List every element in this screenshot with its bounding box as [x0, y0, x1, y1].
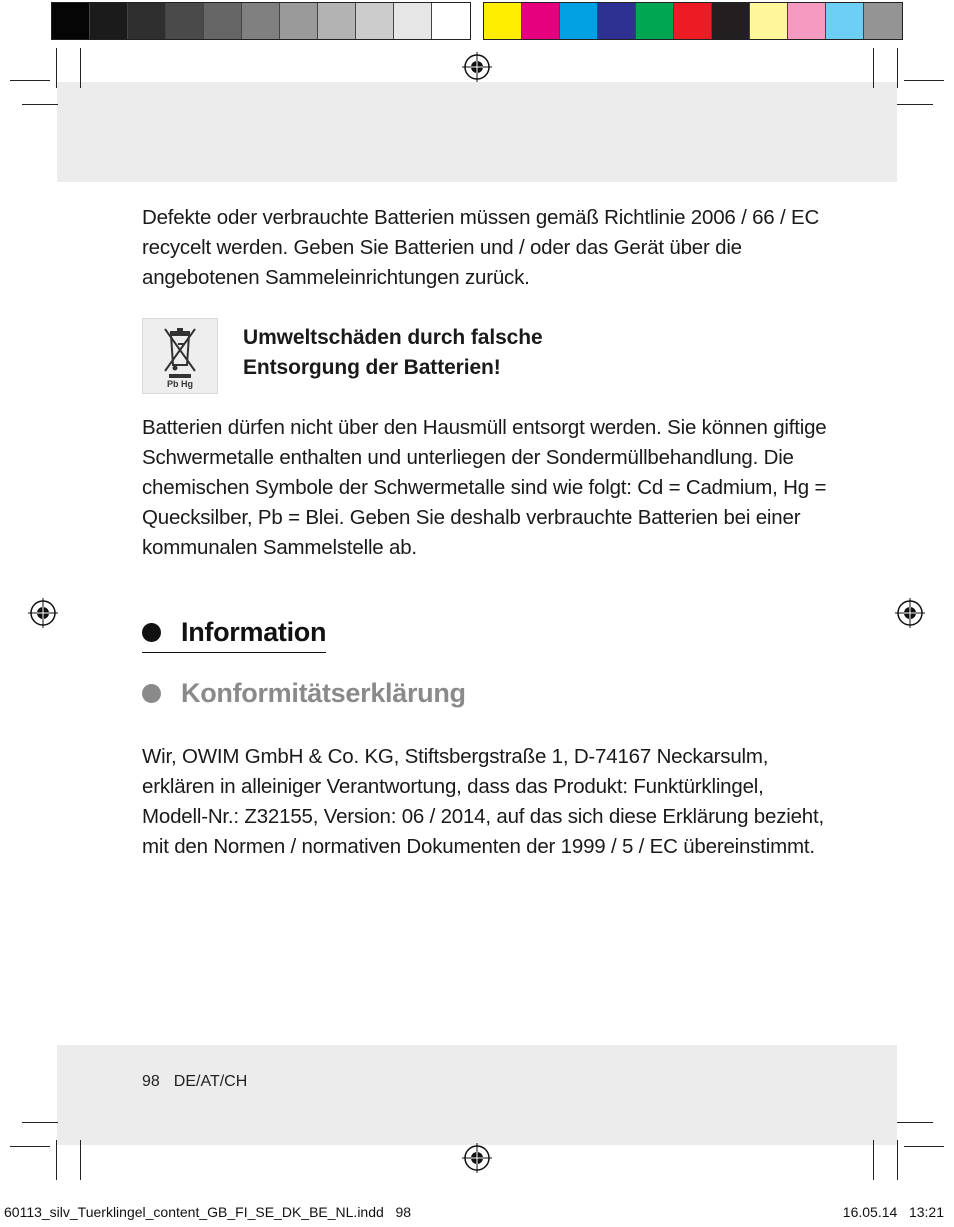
heading-text: Information	[181, 617, 327, 647]
crop-mark	[80, 48, 81, 88]
color-swatch	[788, 3, 826, 39]
crop-mark	[56, 1140, 57, 1180]
crop-mark	[897, 48, 898, 88]
registration-mark-icon	[28, 598, 58, 628]
gray-swatch	[318, 3, 356, 39]
warning-title	[243, 323, 763, 383]
heading-text: Konformitätserklärung	[181, 678, 466, 708]
color-swatch	[864, 3, 902, 39]
crop-mark	[10, 1146, 50, 1147]
color-swatch	[712, 3, 750, 39]
recycling-paragraph: Defekte oder verbrauchte Batterien müssen gemäß Richtlinie 2006 / 66 / EC recycelt werden. Geben Sie Batterien und / oder das Gerät über die angebotenen Sammeleinrichtungen zurück.	[142, 206, 820, 289]
crop-mark	[897, 104, 933, 105]
region-code: DE/AT/CH	[173, 1073, 248, 1090]
footer-band	[57, 1045, 897, 1145]
crop-mark	[10, 80, 50, 81]
bullet-icon	[142, 684, 161, 703]
warning-title-line: Umweltschäden durch falsche	[243, 326, 543, 349]
process-color-bar	[483, 2, 903, 40]
crossed-out-wheelie-bin-icon	[143, 321, 217, 383]
gray-swatch	[52, 3, 90, 39]
crop-mark	[80, 1140, 81, 1180]
gray-swatch	[280, 3, 318, 39]
gray-swatch	[166, 3, 204, 39]
gray-swatch	[204, 3, 242, 39]
gray-swatch	[242, 3, 280, 39]
crop-mark	[56, 48, 57, 88]
crop-mark	[904, 80, 944, 81]
section-heading-information	[142, 617, 326, 653]
print-slug-filename: 60113_silv_Tuerklingel_content_GB_FI_SE_DK_BE_NL.indd 98	[4, 1204, 412, 1220]
gray-swatch	[128, 3, 166, 39]
bullet-icon	[142, 623, 161, 642]
warning-title-line: Entsorgung der Batterien!	[243, 356, 501, 379]
grayscale-color-bar	[51, 2, 471, 40]
heavy-metals-paragraph: Batterien dürfen nicht über den Hausmüll entsorgt werden. Sie können giftige Schwermetalle enthalten und unterliegen der Sondermüllbehandlung. Die chemischen Symbole der Schwermetalle sind wie folgt: Cd = Cadmium, Hg = Quecksilber, Pb = Blei. Geben Sie deshalb verbrauchte Batterien bei einer kommunalen Sammelstelle ab.	[142, 416, 827, 559]
section-heading-conformity	[142, 678, 466, 709]
page-footer	[142, 1073, 261, 1091]
gray-swatch	[356, 3, 394, 39]
battery-disposal-warning-box	[142, 318, 218, 394]
registration-mark-icon	[895, 598, 925, 628]
crop-mark	[22, 104, 58, 105]
registration-mark-icon	[462, 1143, 492, 1173]
gray-swatch	[394, 3, 432, 39]
page-number: 98	[142, 1073, 160, 1090]
color-swatch	[522, 3, 560, 39]
color-swatch	[674, 3, 712, 39]
crop-mark	[904, 1146, 944, 1147]
conformity-paragraph: Wir, OWIM GmbH & Co. KG, Stiftsbergstraße 1, D-74167 Neckarsulm, erklären in alleiniger Verantwortung, dass das Produkt: Funktürklingel, Modell-Nr.: Z32155, Version: 06 / 2014, auf das sich diese Erklärung bezieht, mit den Normen / normativen Dokumenten der 1999 / 5 / EC übereinstimmt.	[142, 745, 825, 858]
color-swatch	[484, 3, 522, 39]
gray-swatch	[90, 3, 128, 39]
crop-mark	[873, 1140, 874, 1180]
heavy-metal-label: Pb Hg	[167, 379, 193, 389]
registration-mark-icon	[462, 52, 492, 82]
crop-mark	[897, 1122, 933, 1123]
header-band	[57, 82, 897, 182]
gray-swatch	[432, 3, 470, 39]
color-swatch	[750, 3, 788, 39]
print-slug-datetime: 16.05.14 13:21	[842, 1204, 944, 1220]
crop-mark	[22, 1122, 58, 1123]
color-swatch	[636, 3, 674, 39]
crop-mark	[873, 48, 874, 88]
color-swatch	[598, 3, 636, 39]
color-swatch	[826, 3, 864, 39]
color-swatch	[560, 3, 598, 39]
crop-mark	[897, 1140, 898, 1180]
